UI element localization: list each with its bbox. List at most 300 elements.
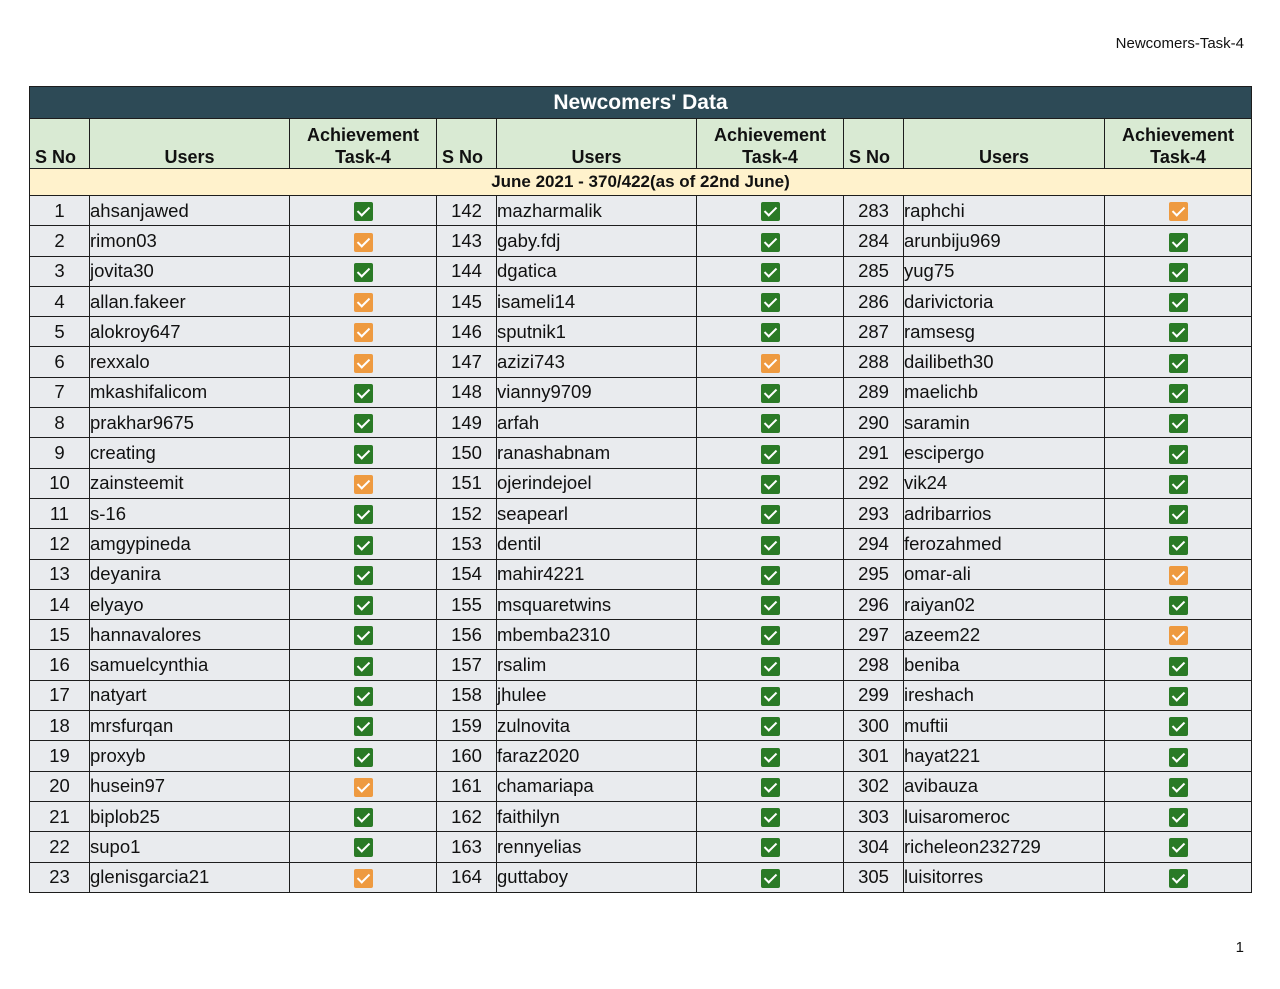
username-cell: ahsanjawed	[90, 196, 290, 226]
serial-number-cell: 290	[844, 408, 904, 438]
username-cell: jhulee	[497, 680, 697, 710]
achievement-status-cell	[290, 256, 437, 286]
checkbox-checked-green-icon	[761, 717, 780, 736]
checkbox-checked-green-icon	[1169, 445, 1188, 464]
username-cell: hannavalores	[90, 620, 290, 650]
username-cell: omar-ali	[904, 559, 1105, 589]
achievement-status-cell	[1105, 377, 1252, 407]
serial-number-cell: 22	[30, 832, 90, 862]
username-cell: escipergo	[904, 438, 1105, 468]
achievement-status-cell	[1105, 801, 1252, 831]
username-cell: dgatica	[497, 256, 697, 286]
checkbox-checked-green-icon	[761, 687, 780, 706]
achievement-status-cell	[697, 226, 844, 256]
serial-number-cell: 144	[437, 256, 497, 286]
checkbox-checked-green-icon	[354, 505, 373, 524]
checkbox-checked-green-icon	[1169, 384, 1188, 403]
achievement-status-cell	[697, 771, 844, 801]
checkbox-checked-orange-icon	[354, 323, 373, 342]
achievement-status-cell	[290, 741, 437, 771]
achievement-status-cell	[1105, 408, 1252, 438]
page-header-label: Newcomers-Task-4	[1115, 35, 1244, 52]
username-cell: hayat221	[904, 741, 1105, 771]
checkbox-checked-green-icon	[761, 293, 780, 312]
checkbox-checked-orange-icon	[761, 354, 780, 373]
table-title: Newcomers' Data	[30, 87, 1252, 119]
serial-number-cell: 156	[437, 620, 497, 650]
table-row	[30, 286, 1252, 316]
serial-number-cell: 8	[30, 408, 90, 438]
checkbox-checked-green-icon	[1169, 263, 1188, 282]
achievement-status-cell	[290, 650, 437, 680]
achievement-header-line2: Task-4	[335, 147, 391, 167]
serial-number-cell: 15	[30, 620, 90, 650]
checkbox-checked-green-icon	[354, 566, 373, 585]
achievement-status-cell	[1105, 529, 1252, 559]
checkbox-checked-green-icon	[761, 748, 780, 767]
checkbox-checked-green-icon	[354, 384, 373, 403]
achievement-status-cell	[1105, 498, 1252, 528]
serial-number-cell: 297	[844, 620, 904, 650]
checkbox-checked-green-icon	[761, 808, 780, 827]
username-cell: azeem22	[904, 620, 1105, 650]
checkbox-checked-green-icon	[1169, 536, 1188, 555]
achievement-status-cell	[697, 529, 844, 559]
checkbox-checked-orange-icon	[354, 869, 373, 888]
username-cell: dailibeth30	[904, 347, 1105, 377]
table-row	[30, 377, 1252, 407]
username-cell: mkashifalicom	[90, 377, 290, 407]
checkbox-checked-green-icon	[354, 596, 373, 615]
username-cell: yug75	[904, 256, 1105, 286]
achievement-status-cell	[290, 498, 437, 528]
period-row	[30, 169, 1252, 196]
newcomers-table	[29, 86, 1252, 893]
serial-number-cell: 161	[437, 771, 497, 801]
username-cell: chamariapa	[497, 771, 697, 801]
table-row	[30, 559, 1252, 589]
serial-number-cell: 299	[844, 680, 904, 710]
achievement-status-cell	[697, 317, 844, 347]
serial-number-cell: 147	[437, 347, 497, 377]
achievement-status-cell	[290, 862, 437, 892]
achievement-status-cell	[1105, 317, 1252, 347]
username-cell: s-16	[90, 498, 290, 528]
achievement-status-cell	[1105, 862, 1252, 892]
checkbox-checked-green-icon	[354, 263, 373, 282]
serial-number-cell: 159	[437, 711, 497, 741]
checkbox-checked-green-icon	[1169, 869, 1188, 888]
column-header-achievement	[697, 119, 844, 169]
achievement-status-cell	[290, 589, 437, 619]
serial-number-cell: 283	[844, 196, 904, 226]
username-cell: richeleon232729	[904, 832, 1105, 862]
achievement-status-cell	[697, 468, 844, 498]
checkbox-checked-green-icon	[761, 838, 780, 857]
username-cell: glenisgarcia21	[90, 862, 290, 892]
table-row	[30, 468, 1252, 498]
checkbox-checked-green-icon	[1169, 778, 1188, 797]
username-cell: mrsfurqan	[90, 711, 290, 741]
username-cell: biplob25	[90, 801, 290, 831]
username-cell: azizi743	[497, 347, 697, 377]
table-row	[30, 256, 1252, 286]
column-header-row	[30, 119, 1252, 169]
serial-number-cell: 298	[844, 650, 904, 680]
achievement-status-cell	[1105, 196, 1252, 226]
serial-number-cell: 10	[30, 468, 90, 498]
achievement-status-cell	[1105, 650, 1252, 680]
table-row	[30, 620, 1252, 650]
username-cell: mbemba2310	[497, 620, 697, 650]
checkbox-checked-green-icon	[354, 202, 373, 221]
table-row	[30, 347, 1252, 377]
achievement-status-cell	[1105, 741, 1252, 771]
username-cell: samuelcynthia	[90, 650, 290, 680]
column-header-achievement	[290, 119, 437, 169]
username-cell: husein97	[90, 771, 290, 801]
serial-number-cell: 157	[437, 650, 497, 680]
username-cell: ireshach	[904, 680, 1105, 710]
checkbox-checked-green-icon	[761, 657, 780, 676]
table-row	[30, 862, 1252, 892]
achievement-status-cell	[697, 801, 844, 831]
username-cell: amgypineda	[90, 529, 290, 559]
achievement-status-cell	[290, 438, 437, 468]
serial-number-cell: 18	[30, 711, 90, 741]
username-cell: gaby.fdj	[497, 226, 697, 256]
achievement-header-line2: Task-4	[1150, 147, 1206, 167]
checkbox-checked-green-icon	[761, 323, 780, 342]
achievement-status-cell	[697, 498, 844, 528]
checkbox-checked-green-icon	[1169, 414, 1188, 433]
achievement-status-cell	[1105, 559, 1252, 589]
achievement-status-cell	[697, 620, 844, 650]
achievement-status-cell	[697, 559, 844, 589]
checkbox-checked-green-icon	[761, 445, 780, 464]
serial-number-cell: 163	[437, 832, 497, 862]
checkbox-checked-green-icon	[354, 748, 373, 767]
serial-number-cell: 149	[437, 408, 497, 438]
username-cell: allan.fakeer	[90, 286, 290, 316]
checkbox-checked-orange-icon	[354, 293, 373, 312]
username-cell: jovita30	[90, 256, 290, 286]
achievement-status-cell	[697, 589, 844, 619]
serial-number-cell: 11	[30, 498, 90, 528]
serial-number-cell: 9	[30, 438, 90, 468]
achievement-status-cell	[697, 832, 844, 862]
serial-number-cell: 291	[844, 438, 904, 468]
serial-number-cell: 2	[30, 226, 90, 256]
period-label: June 2021 - 370/422(as of 22nd June)	[30, 169, 1252, 196]
checkbox-checked-green-icon	[761, 536, 780, 555]
username-cell: prakhar9675	[90, 408, 290, 438]
achievement-status-cell	[290, 347, 437, 377]
username-cell: proxyb	[90, 741, 290, 771]
username-cell: ramsesg	[904, 317, 1105, 347]
username-cell: faraz2020	[497, 741, 697, 771]
achievement-status-cell	[697, 680, 844, 710]
serial-number-cell: 295	[844, 559, 904, 589]
serial-number-cell: 145	[437, 286, 497, 316]
username-cell: faithilyn	[497, 801, 697, 831]
achievement-status-cell	[290, 286, 437, 316]
table-row	[30, 438, 1252, 468]
username-cell: creating	[90, 438, 290, 468]
checkbox-checked-green-icon	[761, 475, 780, 494]
achievement-status-cell	[1105, 226, 1252, 256]
checkbox-checked-green-icon	[1169, 657, 1188, 676]
achievement-status-cell	[290, 711, 437, 741]
serial-number-cell: 285	[844, 256, 904, 286]
serial-number-cell: 288	[844, 347, 904, 377]
achievement-status-cell	[290, 317, 437, 347]
serial-number-cell: 160	[437, 741, 497, 771]
username-cell: sputnik1	[497, 317, 697, 347]
checkbox-checked-orange-icon	[354, 475, 373, 494]
achievement-status-cell	[697, 196, 844, 226]
serial-number-cell: 292	[844, 468, 904, 498]
checkbox-checked-green-icon	[354, 626, 373, 645]
checkbox-checked-green-icon	[761, 202, 780, 221]
serial-number-cell: 302	[844, 771, 904, 801]
column-header-sno: S No	[30, 119, 90, 169]
username-cell: adribarrios	[904, 498, 1105, 528]
table-row	[30, 650, 1252, 680]
checkbox-checked-green-icon	[354, 414, 373, 433]
serial-number-cell: 4	[30, 286, 90, 316]
achievement-status-cell	[290, 680, 437, 710]
checkbox-checked-green-icon	[1169, 717, 1188, 736]
table-row	[30, 408, 1252, 438]
checkbox-checked-green-icon	[761, 566, 780, 585]
column-header-sno: S No	[844, 119, 904, 169]
checkbox-checked-green-icon	[1169, 838, 1188, 857]
serial-number-cell: 17	[30, 680, 90, 710]
username-cell: ferozahmed	[904, 529, 1105, 559]
table-row	[30, 801, 1252, 831]
checkbox-checked-green-icon	[1169, 808, 1188, 827]
checkbox-checked-green-icon	[1169, 323, 1188, 342]
checkbox-checked-green-icon	[1169, 293, 1188, 312]
serial-number-cell: 21	[30, 801, 90, 831]
serial-number-cell: 304	[844, 832, 904, 862]
username-cell: deyanira	[90, 559, 290, 589]
achievement-status-cell	[1105, 286, 1252, 316]
serial-number-cell: 293	[844, 498, 904, 528]
serial-number-cell: 146	[437, 317, 497, 347]
username-cell: guttaboy	[497, 862, 697, 892]
username-cell: mazharmalik	[497, 196, 697, 226]
achievement-status-cell	[290, 468, 437, 498]
serial-number-cell: 14	[30, 589, 90, 619]
serial-number-cell: 148	[437, 377, 497, 407]
checkbox-checked-green-icon	[761, 626, 780, 645]
username-cell: avibauza	[904, 771, 1105, 801]
table-title-row	[30, 87, 1252, 119]
serial-number-cell: 142	[437, 196, 497, 226]
serial-number-cell: 303	[844, 801, 904, 831]
username-cell: luisitorres	[904, 862, 1105, 892]
username-cell: raphchi	[904, 196, 1105, 226]
achievement-status-cell	[697, 347, 844, 377]
username-cell: alokroy647	[90, 317, 290, 347]
serial-number-cell: 13	[30, 559, 90, 589]
serial-number-cell: 155	[437, 589, 497, 619]
table-row	[30, 832, 1252, 862]
username-cell: vianny9709	[497, 377, 697, 407]
checkbox-checked-orange-icon	[354, 233, 373, 252]
table-row	[30, 196, 1252, 226]
table-row	[30, 589, 1252, 619]
achievement-header-line1: Achievement	[713, 125, 827, 145]
checkbox-checked-green-icon	[1169, 596, 1188, 615]
table-row	[30, 317, 1252, 347]
username-cell: darivictoria	[904, 286, 1105, 316]
checkbox-checked-orange-icon	[354, 354, 373, 373]
username-cell: vik24	[904, 468, 1105, 498]
serial-number-cell: 289	[844, 377, 904, 407]
checkbox-checked-green-icon	[1169, 354, 1188, 373]
achievement-status-cell	[697, 438, 844, 468]
username-cell: msquaretwins	[497, 589, 697, 619]
username-cell: seapearl	[497, 498, 697, 528]
achievement-header-line1: Achievement	[1121, 125, 1235, 145]
username-cell: saramin	[904, 408, 1105, 438]
achievement-status-cell	[697, 741, 844, 771]
username-cell: luisaromeroc	[904, 801, 1105, 831]
serial-number-cell: 305	[844, 862, 904, 892]
username-cell: elyayo	[90, 589, 290, 619]
achievement-status-cell	[1105, 589, 1252, 619]
username-cell: arfah	[497, 408, 697, 438]
achievement-status-cell	[697, 650, 844, 680]
username-cell: zulnovita	[497, 711, 697, 741]
serial-number-cell: 143	[437, 226, 497, 256]
serial-number-cell: 23	[30, 862, 90, 892]
achievement-status-cell	[290, 620, 437, 650]
username-cell: zainsteemit	[90, 468, 290, 498]
username-cell: maelichb	[904, 377, 1105, 407]
table-row	[30, 498, 1252, 528]
achievement-status-cell	[1105, 256, 1252, 286]
checkbox-checked-green-icon	[354, 536, 373, 555]
serial-number-cell: 16	[30, 650, 90, 680]
checkbox-checked-orange-icon	[354, 778, 373, 797]
achievement-status-cell	[1105, 680, 1252, 710]
serial-number-cell: 1	[30, 196, 90, 226]
achievement-status-cell	[1105, 468, 1252, 498]
achievement-status-cell	[290, 408, 437, 438]
serial-number-cell: 162	[437, 801, 497, 831]
username-cell: ojerindejoel	[497, 468, 697, 498]
username-cell: mahir4221	[497, 559, 697, 589]
serial-number-cell: 284	[844, 226, 904, 256]
username-cell: rsalim	[497, 650, 697, 680]
achievement-status-cell	[290, 801, 437, 831]
username-cell: isameli14	[497, 286, 697, 316]
column-header-users: Users	[904, 119, 1105, 169]
username-cell: natyart	[90, 680, 290, 710]
serial-number-cell: 296	[844, 589, 904, 619]
achievement-status-cell	[1105, 438, 1252, 468]
checkbox-checked-green-icon	[761, 778, 780, 797]
checkbox-checked-green-icon	[354, 808, 373, 827]
serial-number-cell: 6	[30, 347, 90, 377]
username-cell: ranashabnam	[497, 438, 697, 468]
achievement-status-cell	[290, 196, 437, 226]
column-header-achievement	[1105, 119, 1252, 169]
checkbox-checked-green-icon	[1169, 748, 1188, 767]
serial-number-cell: 287	[844, 317, 904, 347]
achievement-status-cell	[697, 256, 844, 286]
checkbox-checked-green-icon	[761, 263, 780, 282]
column-header-users: Users	[497, 119, 697, 169]
serial-number-cell: 5	[30, 317, 90, 347]
achievement-status-cell	[290, 529, 437, 559]
achievement-status-cell	[697, 286, 844, 316]
checkbox-checked-orange-icon	[1169, 202, 1188, 221]
username-cell: rimon03	[90, 226, 290, 256]
username-cell: raiyan02	[904, 589, 1105, 619]
achievement-status-cell	[1105, 711, 1252, 741]
serial-number-cell: 19	[30, 741, 90, 771]
column-header-users: Users	[90, 119, 290, 169]
table-row	[30, 529, 1252, 559]
checkbox-checked-green-icon	[761, 384, 780, 403]
serial-number-cell: 150	[437, 438, 497, 468]
serial-number-cell: 301	[844, 741, 904, 771]
checkbox-checked-green-icon	[354, 657, 373, 676]
serial-number-cell: 153	[437, 529, 497, 559]
achievement-status-cell	[1105, 771, 1252, 801]
achievement-status-cell	[697, 862, 844, 892]
serial-number-cell: 286	[844, 286, 904, 316]
checkbox-checked-green-icon	[1169, 475, 1188, 494]
serial-number-cell: 152	[437, 498, 497, 528]
serial-number-cell: 7	[30, 377, 90, 407]
username-cell: supo1	[90, 832, 290, 862]
username-cell: muftii	[904, 711, 1105, 741]
achievement-status-cell	[290, 771, 437, 801]
page-number: 1	[1235, 939, 1244, 956]
checkbox-checked-green-icon	[1169, 233, 1188, 252]
achievement-status-cell	[697, 377, 844, 407]
serial-number-cell: 294	[844, 529, 904, 559]
username-cell: rennyelias	[497, 832, 697, 862]
checkbox-checked-green-icon	[761, 233, 780, 252]
serial-number-cell: 3	[30, 256, 90, 286]
table-row	[30, 741, 1252, 771]
achievement-header-line2: Task-4	[742, 147, 798, 167]
table-row	[30, 680, 1252, 710]
checkbox-checked-orange-icon	[1169, 566, 1188, 585]
serial-number-cell: 20	[30, 771, 90, 801]
achievement-status-cell	[697, 711, 844, 741]
checkbox-checked-green-icon	[1169, 687, 1188, 706]
username-cell: beniba	[904, 650, 1105, 680]
checkbox-checked-green-icon	[354, 838, 373, 857]
achievement-status-cell	[697, 408, 844, 438]
serial-number-cell: 300	[844, 711, 904, 741]
serial-number-cell: 164	[437, 862, 497, 892]
checkbox-checked-green-icon	[761, 505, 780, 524]
column-header-sno: S No	[437, 119, 497, 169]
username-cell: arunbiju969	[904, 226, 1105, 256]
achievement-status-cell	[290, 226, 437, 256]
serial-number-cell: 151	[437, 468, 497, 498]
table-body	[30, 196, 1252, 893]
